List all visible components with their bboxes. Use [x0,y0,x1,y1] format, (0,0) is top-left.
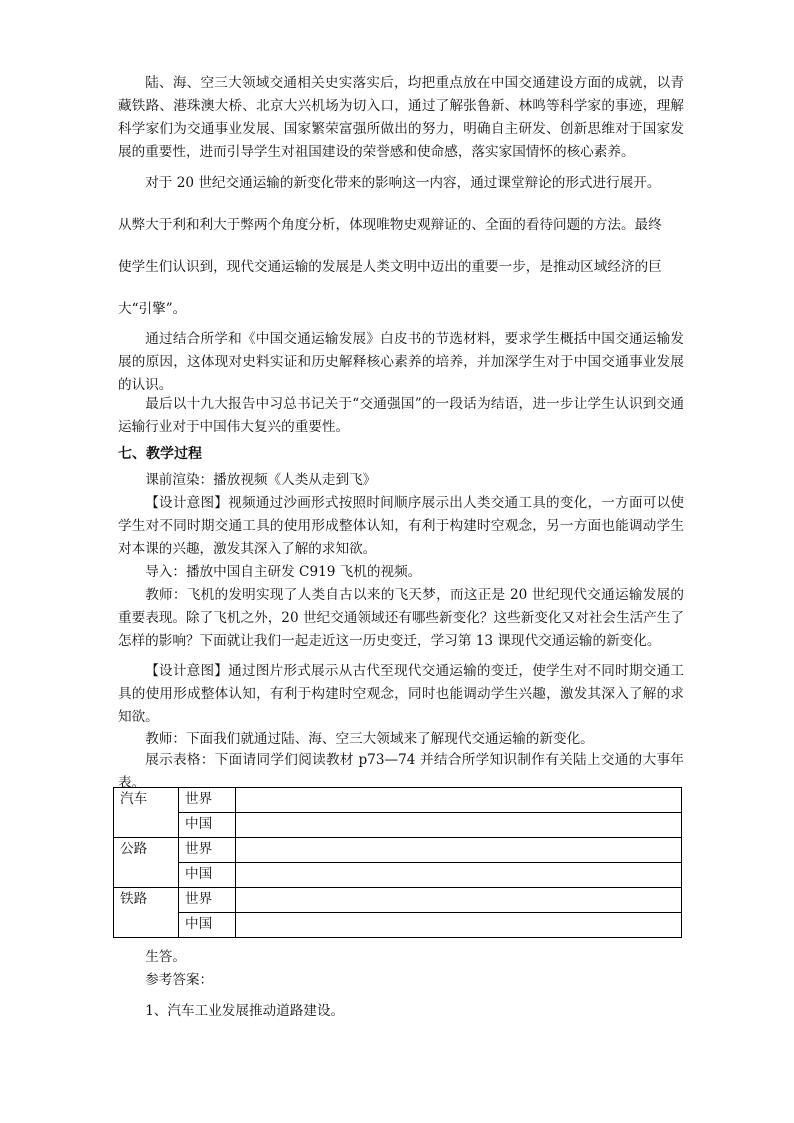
paragraph-debate-line-1: 对于 20 世纪交通运输的新变化带来的影响这一内容，通过课堂辩论的形式进行展开。 [145,175,661,191]
teacher-speech-2: 教师：下面我们就通过陆、海、空三大领域来了解现代交通运输的新变化。 [145,731,594,747]
table-row [114,788,682,813]
sub-cell-world: 世界 [179,838,236,863]
teacher-speech-1: 教师：飞机的发明实现了人类自古以来的飞天梦，而这正是 20 世纪现代交通运输发展的重要表现。除了飞机之外，20 世纪交通领域还有哪些新变化？这些新变化又对社会生活产生了怎样的影响？下面就让我们一起走近这一历史变迁，学习第 13 课现代交通运输的新变化。 [118,587,684,649]
sub-cell-china: 中国 [179,813,236,838]
sub-cell-world: 世界 [179,788,236,813]
paragraph-debate-line-3: 使学生们认识到，现代交通运输的发展是人类文明中迈出的重要一步，是推动区域经济的巨 [118,259,662,275]
category-cell-car: 汽车 [114,788,179,838]
table-row [114,888,682,913]
sub-cell-china: 中国 [179,913,236,938]
paragraph-debate-line-4: 大“引擎”。 [118,301,187,317]
table-row [114,913,682,938]
table-row [114,838,682,863]
answer-cell [236,888,682,913]
category-cell-road: 公路 [114,838,179,888]
answer-cell [236,913,682,938]
student-answer-note: 生答。 [145,949,186,965]
paragraph-transport-achievements: 陆、海、空三大领域交通相关史实落实后，均把重点放在中国交通建设方面的成就，以青藏铁路、港珠澳大桥、北京大兴机场为切入口，通过了解张鲁新、林鸣等科学家的事迹，理解科学家们为交通事业发展、国家繁荣富强所做出的努力，明确自主研发、创新思维对于国家发展的重要性，进而引导学生对祖国建设的荣誉感和使命感，落实家国情怀的核心素养。 [118,75,684,160]
table-row [114,863,682,888]
land-transport-timeline-table [113,787,682,938]
answer-cell [236,863,682,888]
pre-class-video: 课前渲染：播放视频《人类从走到飞》 [145,472,377,488]
table-instruction: 展示表格：下面请同学们阅读教材 p73—74 并结合所学知识制作有关陆上交通的大事年表。 [118,752,684,791]
sub-cell-world: 世界 [179,888,236,913]
answer-cell [236,838,682,863]
reference-answer-1: 1、汽车工业发展推动道路建设。 [145,1003,345,1019]
answer-cell [236,788,682,813]
reference-answer-label: 参考答案： [145,972,214,988]
answer-cell [236,813,682,838]
design-intent-1: 【设计意图】视频通过沙画形式按照时间顺序展示出人类交通工具的变化，一方面可以使学生对不同时期交通工具的使用形成整体认知，有利于构建时空观念，另一方面也能调动学生对本课的兴趣，激发其深入了解的求知欲。 [118,495,684,557]
paragraph-white-paper: 通过结合所学和《中国交通运输发展》白皮书的节选材料，要求学生概括中国交通运输发展的原因，这体现对史料实证和历史解释核心素养的培养，并加深学生对于中国交通事业发展的认识。 [118,331,684,393]
paragraph-debate-line-2: 从弊大于利和利大于弊两个角度分析，体现唯物史观辩证的、全面的看待问题的方法。最终 [118,217,662,233]
table-row [114,813,682,838]
category-cell-railway: 铁路 [114,888,179,938]
section-heading: 七、教学过程 [118,446,202,462]
intro-c919: 导入：播放中国自主研发 C919 飞机的视频。 [145,564,422,580]
paragraph-conclusion: 最后以十九大报告中习总书记关于“交通强国”的一段话为结语，进一步让学生认识到交通运输行业对于中国伟大复兴的重要性。 [118,396,684,435]
sub-cell-china: 中国 [179,863,236,888]
design-intent-2: 【设计意图】通过图片形式展示从古代至现代交通运输的变迁，使学生对不同时期交通工具的使用形成整体认知，有利于构建时空观念，同时也能调动学生兴趣，激发其深入了解的求知欲。 [118,663,684,725]
